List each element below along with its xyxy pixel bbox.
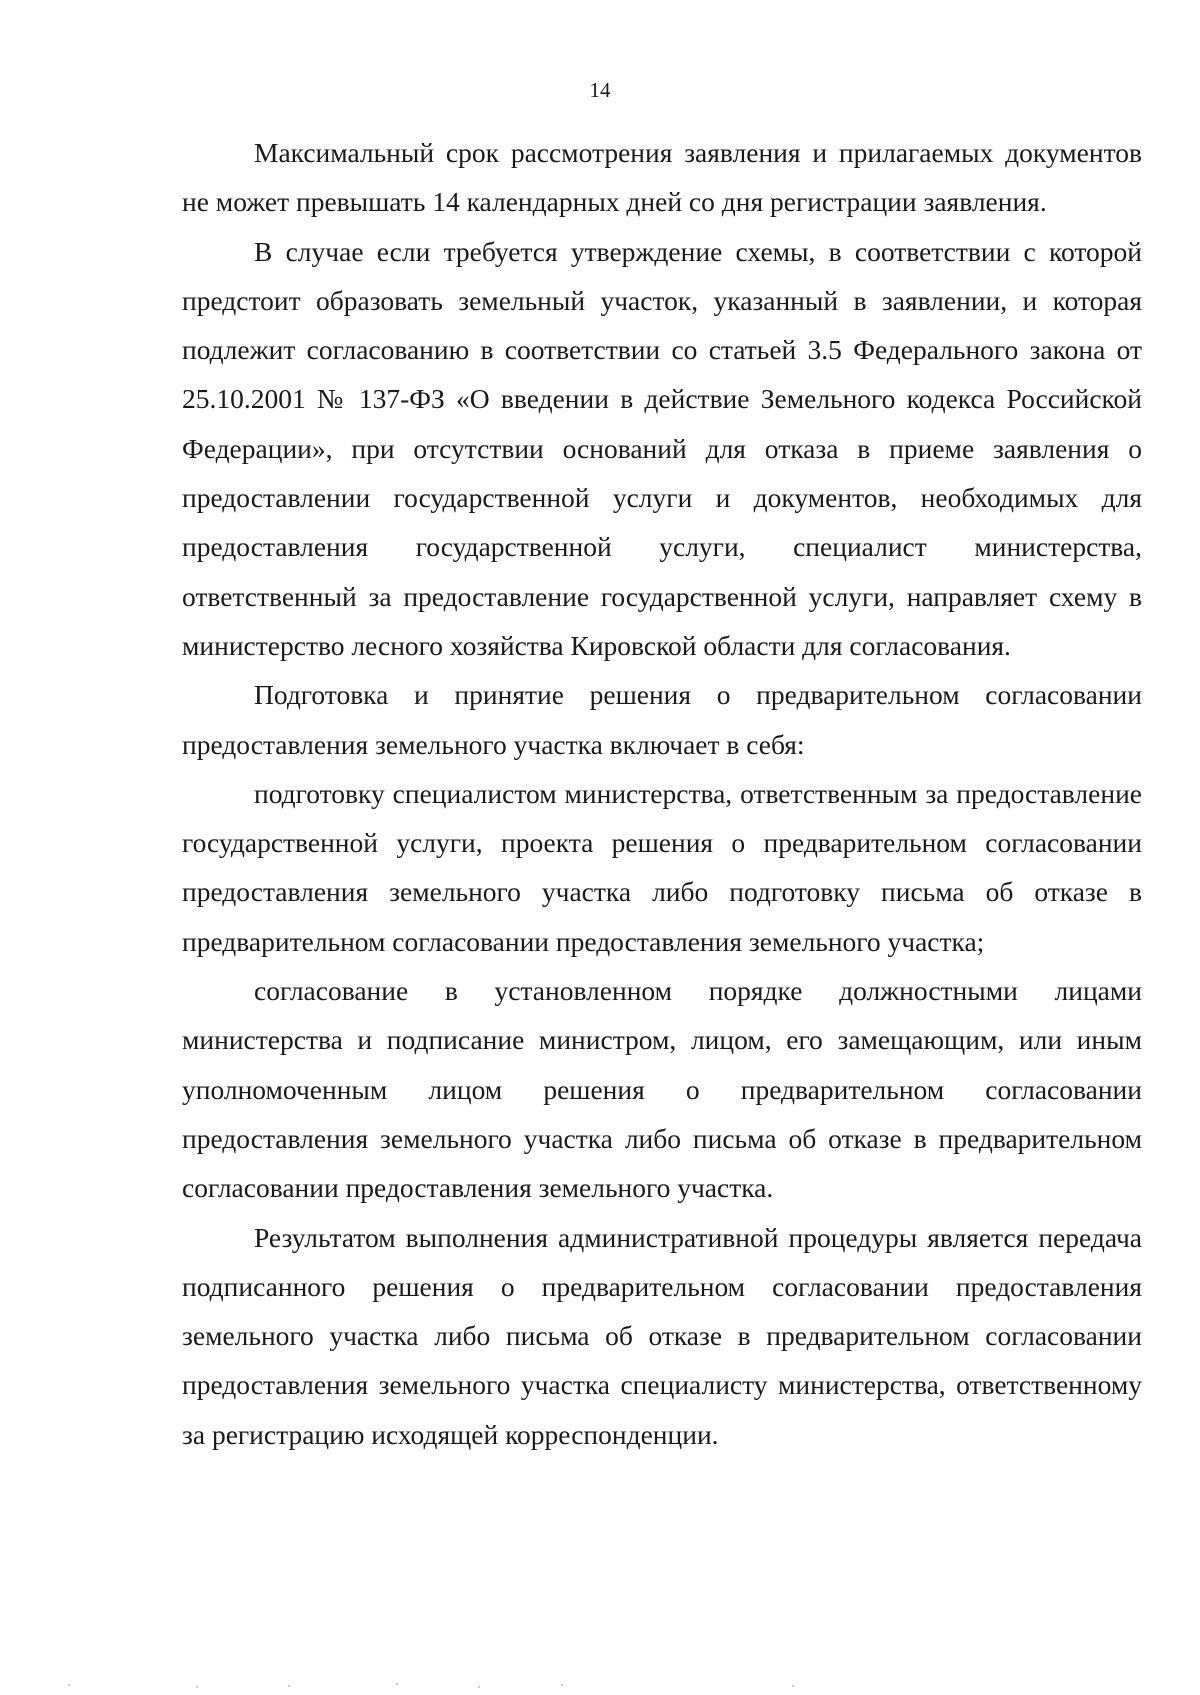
- scan-artifacts: [0, 1680, 1200, 1695]
- scan-speck: [396, 1683, 398, 1685]
- scan-speck: [68, 1684, 70, 1686]
- document-body: [182, 128, 1142, 1459]
- scan-speck: [478, 1686, 480, 1688]
- paragraph-signing: согласование в установленном порядке должностными лицами министерства и подписание министром, лицом, его замещающим, или иным уполномоченным лицом решения о предварительном согласовании предоставления земельного участка либо письма об отказе в предварительном согласовании предоставления земельного участка.: [182, 975, 1142, 1204]
- paragraph-review-term: Максимальный срок рассмотрения заявления и прилагаемых документов не может превышать 14 календарных дней со дня регистрации заявления.: [182, 137, 1142, 218]
- paragraph-draft-preparation: подготовку специалистом министерства, ответственным за предоставление государственной услуги, проекта решения о предварительном согласовании предоставления земельного участка либо подготовку письма об отказе в предварительном согласовании предоставления земельного участка;: [182, 777, 1142, 957]
- paragraph-decision-preparation: Подготовка и принятие решения о предварительном согласовании предоставления земельного участка включает в себя:: [182, 679, 1142, 760]
- scan-speck: [288, 1685, 290, 1687]
- scan-speck: [792, 1685, 794, 1687]
- paragraph-result: Результатом выполнения административной процедуры является передача подписанного решения о предварительном согласовании предоставления земельного участка либо письма об отказе в предварительном согласовании предоставления земельного участка специалисту министерства, ответственному за регистрацию исходящей корреспонденции.: [182, 1221, 1142, 1450]
- paragraph-scheme-approval: В случае если требуется утверждение схемы, в соответствии с которой предстоит образовать земельный участок, указанный в заявлении, и которая подлежит согласованию в соответствии со статьей 3.5 Федерального закона от 25.10.2001 № 137-ФЗ «О введении в действие Земельного кодекса Российской Федерации», при отсутствии оснований для отказа в приеме заявления о предоставлении государственной услуги и документов, необходимых для предоставления государственной услуги, специалист министерства, ответственный за предоставление государственной услуги, направляет схему в министерство лесного хозяйства Кировской области для согласования.: [182, 235, 1142, 661]
- scan-speck: [196, 1686, 198, 1688]
- scan-speck: [561, 1684, 563, 1686]
- page-number: 14: [589, 78, 611, 102]
